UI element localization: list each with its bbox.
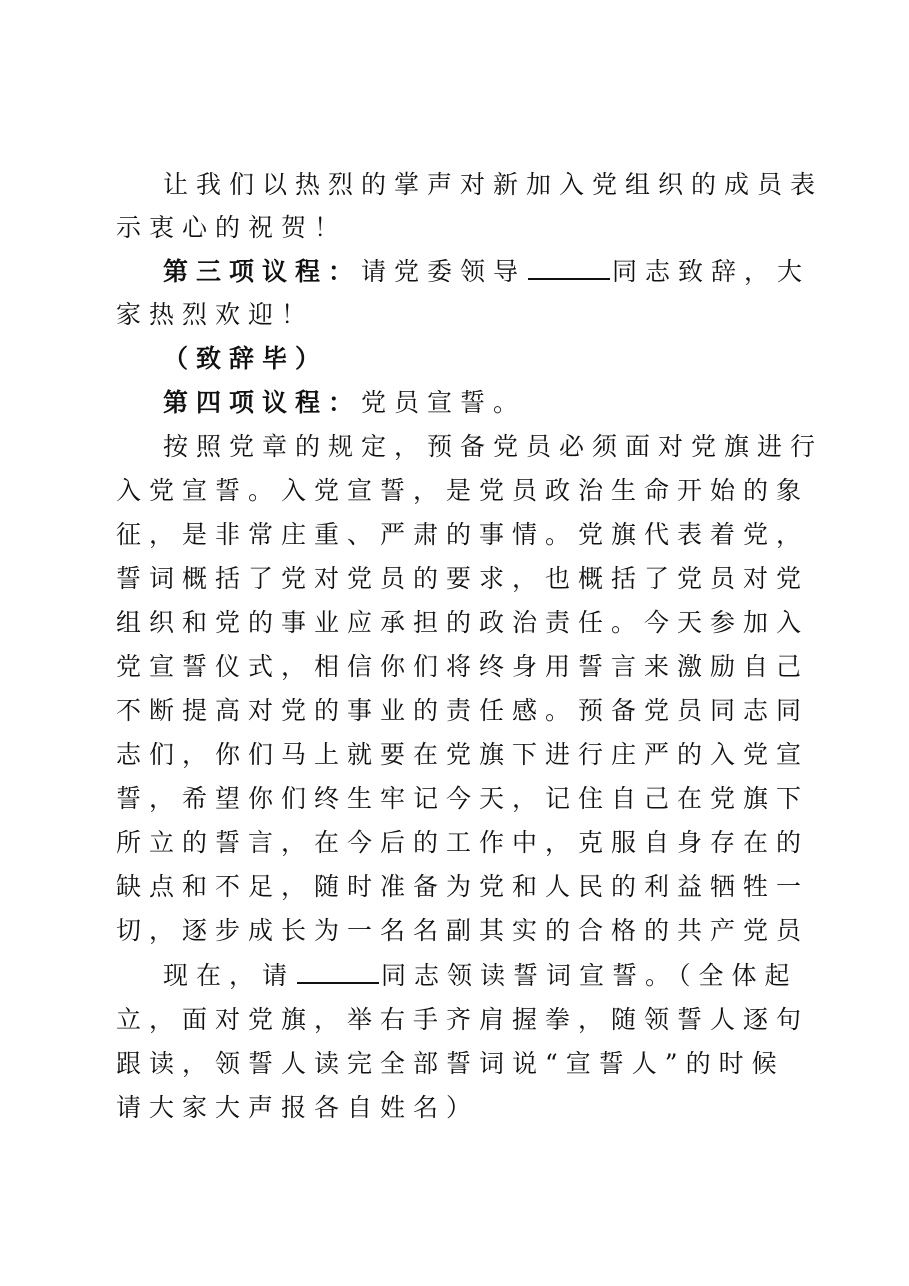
oath-paragraph-line-8: 志们，你们马上就要在党旗下进行庄严的入党宣: [116, 740, 810, 769]
oath-paragraph-line-11: 缺点和不足，随时准备为党和人民的利益牺牲一: [116, 872, 810, 901]
oath-paragraph-line-4: 誓词概括了党对党员的要求，也概括了党员对党: [116, 564, 810, 593]
oath-paragraph-line-6: 党宣誓仪式，相信你们将终身用誓言来激励自己: [116, 652, 810, 681]
paragraph-congrats-line-2: 示衷心的祝贺！: [116, 213, 348, 242]
oath-paragraph-line-1: 按照党章的规定，预备党员必须面对党旗进行: [163, 432, 824, 461]
agenda-item-3-text-after: 同志致辞，大: [612, 257, 811, 286]
agenda-item-3-line-2: 家热烈欢迎！: [116, 300, 315, 329]
lead-oath-paragraph-line-1: [163, 961, 798, 991]
oath-paragraph-line-7: 不断提高对党的事业的责任感。预备党员同志同: [116, 696, 810, 725]
oath-paragraph-line-5: 组织和党的事业应承担的政治责任。今天参加入: [116, 608, 810, 637]
lead-oath-text-before: 现在，请: [163, 961, 296, 990]
agenda-item-4: [163, 388, 526, 418]
agenda-item-3-text: 请党委领导: [361, 257, 527, 286]
speech-end-note: （致辞毕）: [163, 344, 329, 373]
oath-paragraph-line-10: 所立的誓言，在今后的工作中，克服自身存在的: [116, 828, 810, 857]
agenda-item-4-label: 第四项议程：: [163, 388, 362, 417]
leader-name-blank: [297, 962, 379, 984]
paragraph-congrats-line-1: 让我们以热烈的掌声对新加入党组织的成员表: [163, 170, 824, 199]
agenda-item-3-label: 第三项议程：: [163, 257, 362, 286]
oath-paragraph-line-12: 切，逐步成长为一名名副其实的合格的共产党员: [116, 916, 810, 945]
agenda-item-4-text: 党员宣誓。: [361, 388, 527, 417]
lead-oath-paragraph-line-4: 请大家大声报各自姓名）: [116, 1093, 480, 1122]
oath-paragraph-line-2: 入党宣誓。入党宣誓，是党员政治生命开始的象: [116, 476, 810, 505]
lead-oath-paragraph-line-2: 立，面对党旗，举右手齐肩握拳，随领誓人逐句: [116, 1005, 810, 1034]
name-blank: [528, 258, 610, 280]
lead-oath-text-after: 同志领读誓词宣誓。（全体起: [381, 961, 798, 990]
agenda-item-3: [163, 257, 810, 287]
lead-oath-paragraph-line-3: 跟读，领誓人读完全部誓词说“宣誓人”的时候: [116, 1049, 785, 1078]
oath-paragraph-line-9: 誓，希望你们终生牢记今天，记住自己在党旗下: [116, 784, 810, 813]
oath-paragraph-line-3: 征，是非常庄重、严肃的事情。党旗代表着党，: [116, 520, 810, 549]
